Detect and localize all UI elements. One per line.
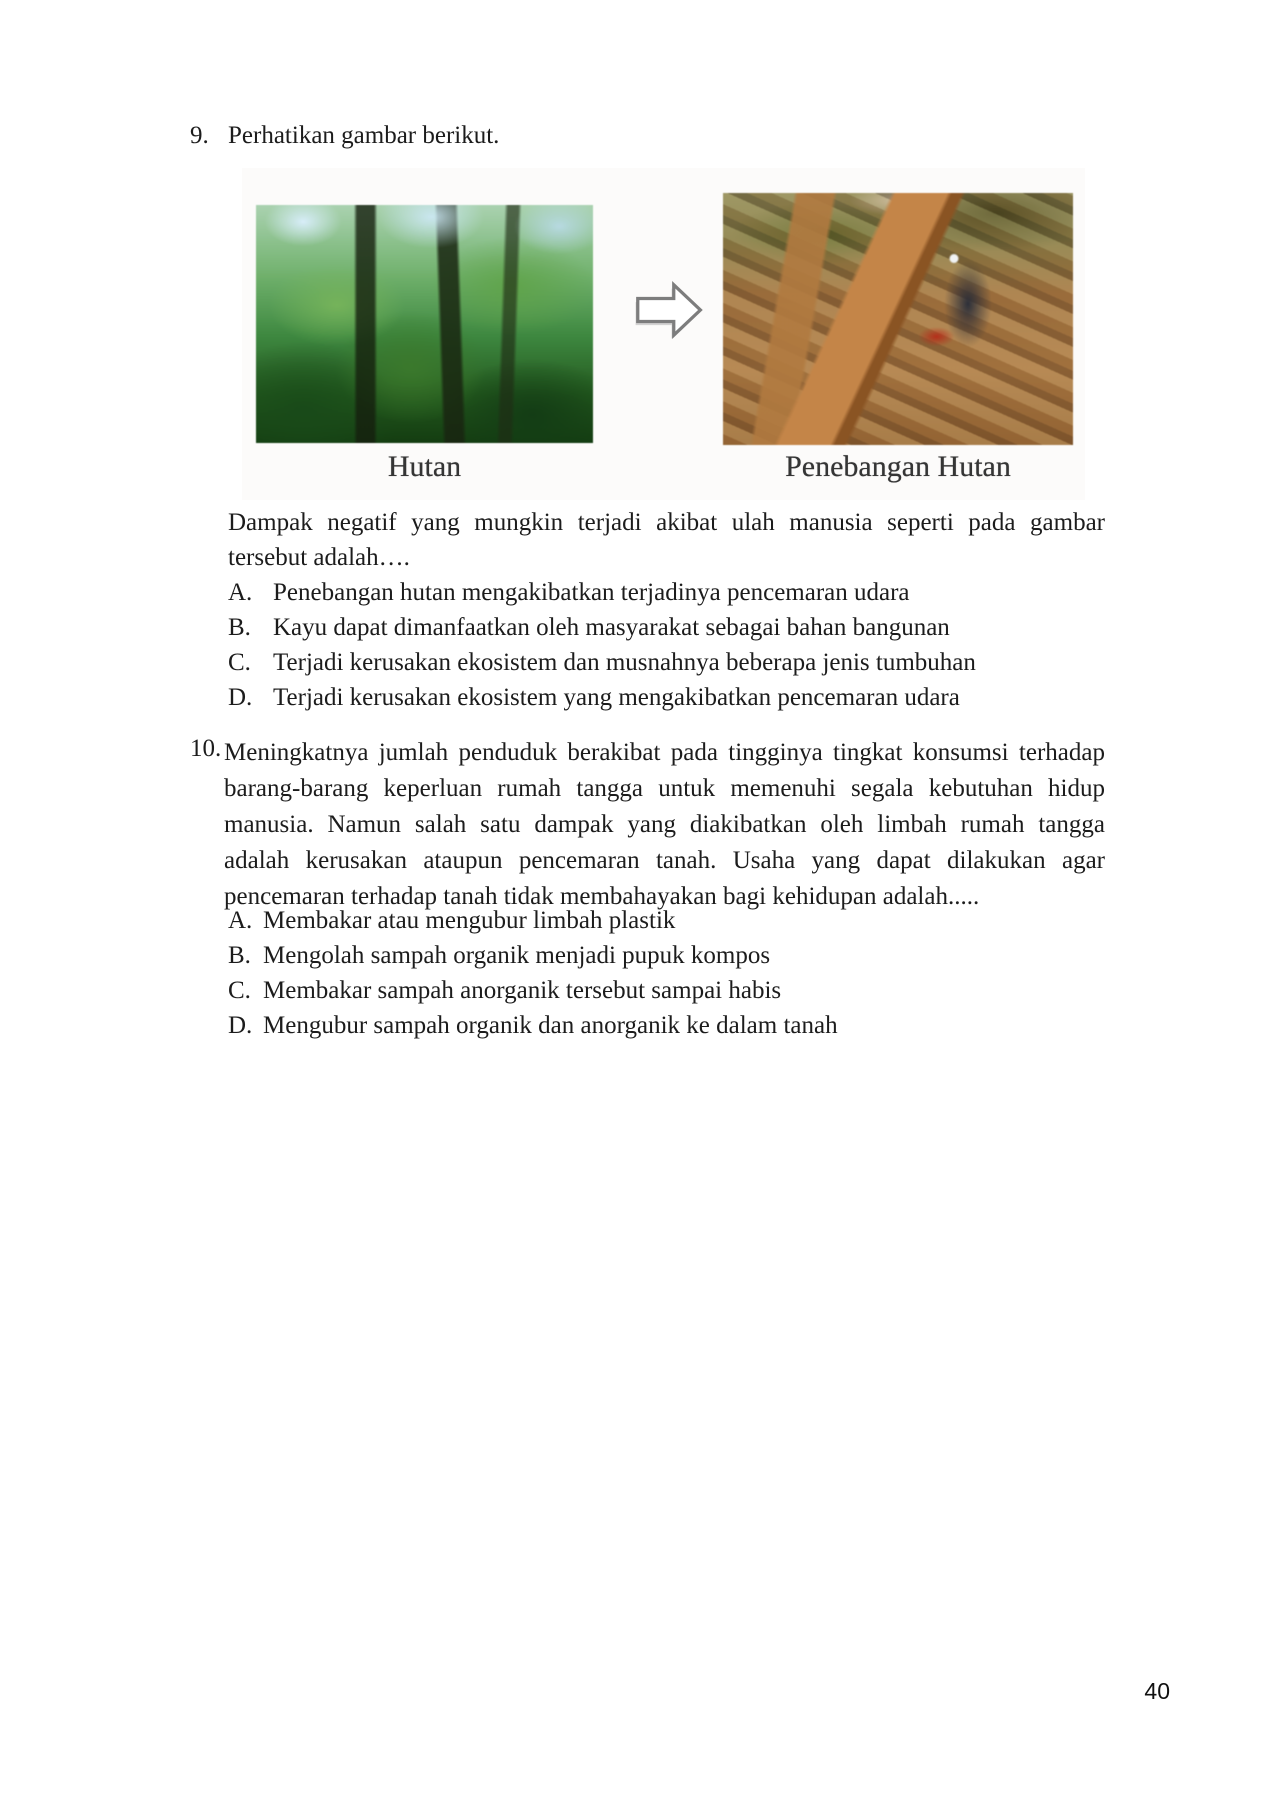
answer-option [228, 645, 1108, 680]
answer-option [228, 680, 1108, 715]
option-text: Terjadi kerusakan ekosistem yang mengakibatkan pencemaran udara [273, 684, 960, 711]
answer-option [228, 575, 1108, 610]
option-text: Mengubur sampah organik dan anorganik ke dalam tanah [263, 1012, 838, 1039]
answer-option [228, 938, 1108, 973]
answer-option [228, 1008, 1108, 1043]
option-text: Penebangan hutan mengakibatkan terjadinya pencemaran udara [273, 579, 910, 606]
answer-options [228, 575, 1108, 715]
question-text-line: adalah kerusakan ataupun pencemaran tanah. Usaha yang dapat dilakukan agar [224, 847, 1105, 874]
forest-photo [256, 205, 593, 443]
deforestation-photo [723, 193, 1073, 445]
question-text-line: Dampak negatif yang mungkin terjadi akibat ulah manusia seperti pada gambar [228, 509, 1105, 536]
option-text: Terjadi kerusakan ekosistem dan musnahnya beberapa jenis tumbuhan [273, 649, 976, 676]
answer-option [228, 610, 1108, 645]
option-letter: A. [228, 579, 253, 606]
question-text [224, 735, 1105, 915]
option-letter: C. [228, 977, 251, 1004]
question-text-line: pencemaran terhadap tanah tidak membahayakan bagi kehidupan adalah..... [224, 883, 980, 910]
answer-options [228, 903, 1108, 1043]
option-letter: D. [228, 684, 253, 711]
page-number: 40 [1144, 1678, 1170, 1704]
question-text-line: tersebut adalah…. [228, 544, 410, 571]
answer-option [228, 903, 1108, 938]
question-text-line: barang-barang keperluan rumah tangga untuk memenuhi segala kebutuhan hidup [224, 775, 1105, 802]
option-text: Mengolah sampah organik menjadi pupuk kompos [263, 942, 771, 969]
option-letter: D. [228, 1012, 253, 1039]
option-text: Kayu dapat dimanfaatkan oleh masyarakat sebagai bahan bangunan [273, 614, 950, 641]
figure-caption-forest: Hutan [387, 450, 462, 483]
figure [242, 168, 1085, 500]
option-letter: B. [228, 942, 251, 969]
figure-caption-deforestation: Penebangan Hutan [785, 450, 1011, 483]
question-text-line: manusia. Namun salah satu dampak yang diakibatkan oleh limbah rumah tangga [224, 811, 1105, 838]
option-letter: A. [228, 907, 253, 934]
right-block-arrow-icon [632, 274, 704, 346]
option-text: Membakar atau mengubur limbah plastik [263, 907, 676, 934]
question-number: 9. [190, 122, 209, 149]
question-prompt: Perhatikan gambar berikut. [228, 122, 500, 149]
question-number: 10. [190, 735, 222, 762]
answer-option [228, 973, 1108, 1008]
option-letter: B. [228, 614, 251, 641]
question-text [228, 505, 1105, 575]
question-text-line: Meningkatnya jumlah penduduk berakibat pada tingginya tingkat konsumsi terhadap [224, 739, 1105, 766]
option-letter: C. [228, 649, 251, 676]
option-text: Membakar sampah anorganik tersebut sampai habis [263, 977, 782, 1004]
